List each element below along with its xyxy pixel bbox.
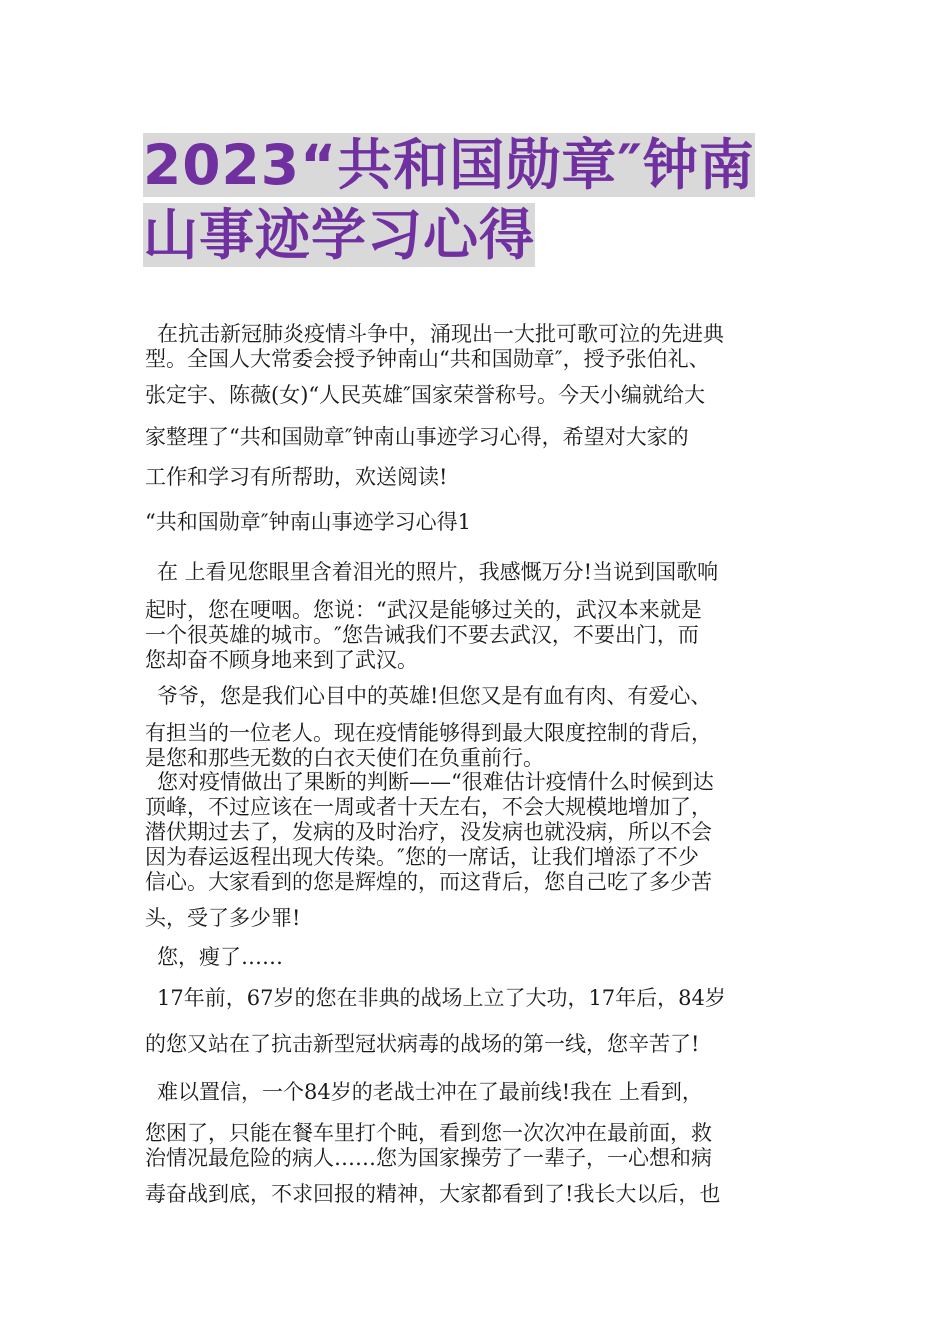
title-line-1: 2023“共和国勋章″钟南: [143, 133, 755, 197]
text-line: 治情况最危险的病人……您为国家操劳了一辈子，一心想和病: [145, 1146, 712, 1170]
body-paragraph-cont: [145, 598, 815, 673]
text-line: 是您和那些无数的白衣天使们在负重前行。: [145, 746, 544, 770]
body-paragraph: [145, 684, 815, 709]
document-title: [143, 130, 823, 270]
text-line: 工作和学习有所帮助，欢送阅读!: [145, 465, 448, 489]
text-line: 您，瘦了……: [157, 945, 283, 969]
text-line: 顶峰，不过应该在一周或者十天左右，不会大规模地增加了，: [145, 795, 712, 819]
text-line: 头，受了多少罪!: [145, 906, 301, 930]
body-paragraph: [145, 560, 815, 585]
intro-paragraph-cont: [145, 425, 815, 450]
body-paragraph-cont: [145, 1182, 815, 1207]
text-line: 潜伏期过去了，发病的及时治疗，没发病也就没病，所以不会: [145, 820, 712, 844]
title-line-2: 山事迹学习心得: [143, 203, 536, 267]
text-line: 家整理了“共和国勋章″钟南山事迹学习心得，希望对大家的: [145, 425, 689, 449]
body-paragraph: [145, 945, 815, 970]
text-line: 张定宇、陈薇(女)“人民英雄″国家荣誉称号。今天小编就给大: [145, 383, 705, 407]
section-heading: “共和国勋章″钟南山事迹学习心得1: [145, 510, 471, 534]
body-paragraph: [145, 986, 815, 1011]
text-line: 有担当的一位老人。现在疫情能够得到最大限度控制的背后，: [145, 721, 712, 745]
body-paragraph: [145, 770, 815, 895]
body-paragraph-cont: [145, 1032, 815, 1057]
body-paragraph-cont: [145, 721, 815, 771]
text-line: 您对疫情做出了果断的判断——“很难估计疫情什么时候到达: [157, 770, 714, 794]
text-line: 在抗击新冠肺炎疫情斗争中，涌现出一大批可歌可泣的先进典: [157, 322, 724, 346]
intro-paragraph-cont: [145, 383, 815, 408]
text-line: 您困了，只能在餐车里打个盹，看到您一次次冲在最前面，救: [145, 1121, 712, 1145]
body-paragraph-cont: [145, 906, 815, 931]
body-paragraph: [145, 1080, 815, 1105]
text-line: 的您又站在了抗击新型冠状病毒的战场的第一线，您辛苦了!: [145, 1032, 700, 1056]
text-line: 在 上看见您眼里含着泪光的照片，我感慨万分!当说到国歌响: [157, 560, 719, 584]
text-line: 爷爷，您是我们心目中的英雄!但您又是有血有肉、有爱心、: [157, 684, 712, 708]
intro-paragraph: [145, 322, 815, 372]
text-line: 信心。大家看到的您是辉煌的，而这背后，您自己吃了多少苦: [145, 870, 712, 894]
text-line: 型。全国人大常委会授予钟南山“共和国勋章″，授予张伯礼、: [145, 347, 710, 371]
text-line: 难以置信，一个84岁的老战士冲在了最前线!我在 上看到，: [157, 1080, 703, 1104]
text-line: 您却奋不顾身地来到了武汉。: [145, 648, 418, 672]
text-line: 一个很英雄的城市。″您告诫我们不要去武汉，不要出门，而: [145, 623, 699, 647]
text-line: 毒奋战到底，不求回报的精神，大家都看到了!我长大以后，也: [145, 1182, 721, 1206]
intro-paragraph-cont: [145, 465, 815, 490]
text-line: 因为春运返程出现大传染。″您的一席话，让我们增添了不少: [145, 845, 699, 869]
text-line: 17年前，67岁的您在非典的战场上立了大功，17年后，84岁: [157, 986, 726, 1010]
body-paragraph-cont: [145, 1121, 815, 1171]
text-line: 起时，您在哽咽。您说：“武汉是能够过关的，武汉本来就是: [145, 598, 702, 622]
